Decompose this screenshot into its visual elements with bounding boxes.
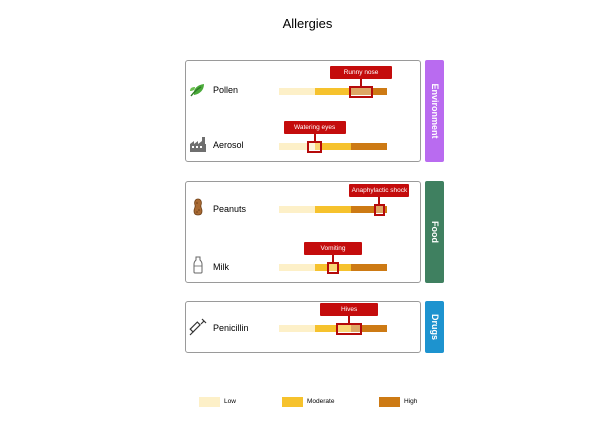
reaction-callout: Vomiting: [304, 242, 362, 255]
severity-marker: [327, 262, 339, 274]
callout-connector: [360, 79, 362, 86]
allergen-label: Peanuts: [213, 204, 247, 214]
leaf-icon: [189, 80, 207, 98]
severity-moderate-segment: [315, 206, 351, 213]
severity-low-segment: [279, 264, 315, 271]
syringe-icon: [189, 318, 207, 336]
callout-connector: [348, 316, 350, 323]
severity-high-segment: [351, 143, 387, 150]
reaction-callout: Hives: [320, 303, 378, 316]
food-group-tag: Food: [425, 181, 444, 283]
callout-connector: [332, 255, 334, 262]
severity-low-segment: [279, 206, 315, 213]
severity-marker: [374, 204, 385, 216]
legend-high-label: High: [404, 398, 418, 405]
allergen-label: Aerosol: [213, 140, 244, 150]
callout-connector: [314, 134, 316, 141]
reaction-callout: Watering eyes: [284, 121, 346, 134]
severity-moderate-segment: [315, 88, 351, 95]
milk-bottle-icon: [189, 256, 207, 274]
legend-moderate-swatch: [282, 397, 303, 407]
legend-low-swatch: [199, 397, 220, 407]
allergen-label: Milk: [213, 262, 229, 272]
drugs-group-tag: Drugs: [425, 301, 444, 353]
allergen-label: Pollen: [213, 85, 239, 95]
reaction-callout: Runny nose: [330, 66, 392, 79]
legend-high-swatch: [379, 397, 400, 407]
factory-icon: [189, 135, 207, 153]
reaction-callout: Anaphylactic shock: [349, 184, 409, 197]
severity-marker: [336, 323, 362, 335]
legend-low-label: Low: [224, 398, 236, 405]
severity-marker: [349, 86, 373, 98]
severity-high-segment: [351, 264, 387, 271]
environment-group-tag: Environment: [425, 60, 444, 162]
callout-connector: [378, 197, 380, 204]
allergen-label: Penicillin: [213, 323, 249, 333]
diagram-title: Allergies: [282, 16, 333, 31]
severity-low-segment: [279, 325, 315, 332]
severity-marker: [307, 141, 322, 153]
peanut-icon: [189, 198, 207, 216]
legend-moderate-label: Moderate: [307, 398, 335, 405]
severity-low-segment: [279, 88, 315, 95]
